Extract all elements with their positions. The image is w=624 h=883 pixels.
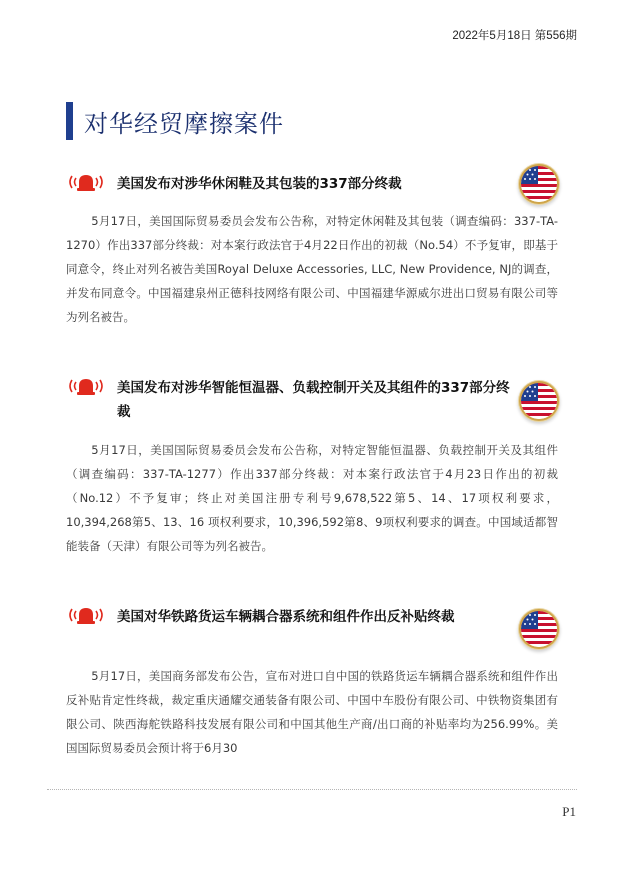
date-issue: 2022年5月18日 第556期 (452, 30, 577, 42)
case-title: 美国发布对涉华智能恒温器、负载控制开关及其组件的337部分终裁 (117, 380, 510, 420)
alarm-icon (66, 171, 106, 193)
alarm-icon (66, 604, 106, 626)
us-flag-icon (521, 383, 557, 419)
case-title: 美国发布对涉华休闲鞋及其包装的337部分终裁 (117, 176, 402, 192)
section-title: 对华经贸摩擦案件 (84, 110, 284, 138)
case-title: 美国对华铁路货运车辆耦合器系统和组件作出反补贴终裁 (117, 609, 455, 625)
footer-divider (47, 789, 577, 790)
page-number: P1 (562, 804, 576, 819)
case-body: 5月17日，美国国际贸易委员会发布公告称，对特定休闲鞋及其包装（调查编码：337-TA-1270）作出337部分终裁：对本案行政法官于4月22日作出的初裁（No.54）不予复审，即基于同意令，终止对列名被告美国Royal Deluxe Accessories, LLC, New Providence, NJ的调查，并发布同意令。中国福建泉州正德科技网络有限公司、中国福建华源威尔进出口贸易有限公司等为列名被告。 (66, 214, 558, 324)
case-body: 5月17日，美国商务部发布公告，宣布对进口自中国的铁路货运车辆耦合器系统和组件作出反补贴肯定性终裁，裁定重庆通耀交通装备有限公司、中国中车股份有限公司、中铁物资集团有限公司、陕西海舵铁路科技发展有限公司和中国其他生产商/出口商的补贴率均为256.99%。美国国际贸易委员会预计将于6月30 (66, 669, 558, 755)
us-flag-icon (521, 166, 557, 202)
title-accent-bar (66, 102, 73, 140)
alarm-icon (66, 375, 106, 397)
us-flag-icon (521, 611, 557, 647)
case-body: 5月17日，美国国际贸易委员会发布公告称，对特定智能恒温器、负载控制开关及其组件（调查编码：337-TA-1277）作出337部分终裁：对本案行政法官于4月23日作出的初裁（No.12）不予复审；终止对美国注册专利号9,678,522第5、14、17项权利要求，10,394,268第5、13、16 项权利要求，10,396,592第8、9项权利要求的调查。中国域适都智能装备（天津）有限公司等为列名被告。 (66, 443, 558, 553)
